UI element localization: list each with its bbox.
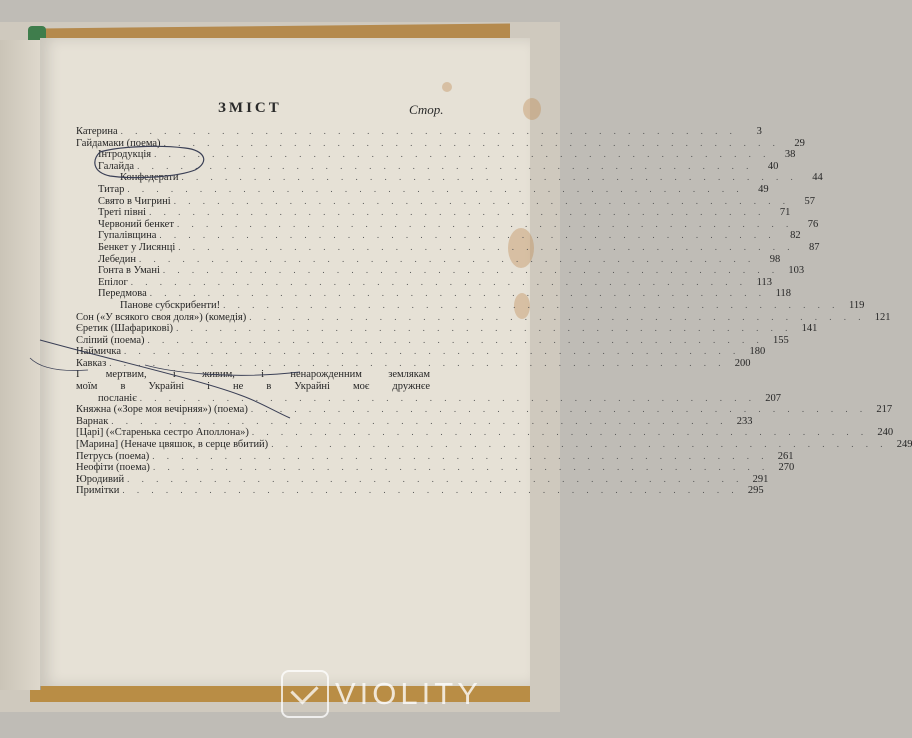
- toc-entry-line: моїм в Украйні і не в Украйні моє дружнєе: [76, 381, 430, 393]
- toc-entry: [76, 276, 772, 289]
- toc-entry-page: 98: [769, 253, 781, 265]
- toc-entry-title: Катерина: [76, 126, 118, 137]
- toc-entry-page: 29: [794, 137, 805, 149]
- toc-entry-page: 291: [752, 473, 769, 485]
- toc-entry: [76, 473, 769, 486]
- toc-entry-title: Наймичка: [76, 346, 122, 358]
- toc-entry-page: 180: [749, 346, 766, 358]
- toc-entry-page: 103: [788, 265, 805, 277]
- toc-entry: [76, 439, 912, 451]
- toc-entry: [76, 323, 818, 335]
- toc-entry: [76, 299, 865, 312]
- toc-leader-dots: . . . . . . . . . . . . . . . . . . . . . . . . . . . . . . . . . . . . . . . . . . .: [250, 404, 868, 415]
- toc-entry: [76, 265, 805, 277]
- toc-entry-title: Передмова: [98, 288, 147, 300]
- toc-leader-dots: . . . . . . . . . . . . . . . . . . . . . . . . . . . . . . . . . . . . . . . . . . .: [223, 299, 840, 310]
- toc-entry-title: Гупалівщина: [98, 230, 157, 242]
- toc-entry-multiline: [76, 369, 781, 404]
- toc-entry-page: 57: [804, 195, 815, 207]
- toc-entry: [76, 149, 796, 161]
- toc-entry: [76, 357, 751, 370]
- toc-entry-page: 155: [773, 334, 789, 346]
- toc-leader-dots: . . . . . . . . . . . . . . . . . . . . . . . . . . . . . . . . . . . . . . . . . . .: [124, 346, 741, 357]
- stain: [442, 82, 452, 92]
- toc-entry-title: [Марина] (Неначе цвяшок, в серце вбитий): [76, 439, 269, 451]
- left-page-edge: [0, 40, 41, 690]
- toc-section-2: [76, 404, 912, 497]
- toc-leader-dots: . . . . . . . . . . . . . . . . . . . . . . . . . . . . . . . . . . . . . . . . . . .: [139, 253, 756, 264]
- toc-entry: [76, 218, 819, 231]
- toc-leader-dots: . . . . . . . . . . . . . . . . . . . . . . . . . . . . . . . . . . . . . . . . . . .: [251, 427, 869, 438]
- toc-entry-title: Примітки: [76, 485, 120, 497]
- toc-entry-page: 261: [777, 450, 794, 462]
- toc-entry-page: 87: [809, 241, 820, 253]
- toc-entry-page: 295: [747, 485, 764, 497]
- toc-leader-dots: . . . . . . . . . . . . . . . . . . . . . . . . . . . . . . . . . . . . . . . . . . .: [137, 160, 754, 171]
- toc-entry-title: Лебедин: [98, 253, 137, 265]
- toc-entry-title: Епілог: [98, 276, 128, 288]
- toc-entry: [76, 311, 891, 324]
- toc-entry-title: Варнак: [76, 415, 109, 427]
- toc-leader-dots: . . . . . . . . . . . . . . . . . . . . . . . . . . . . . . . . . . . . . . . . . . .: [149, 207, 766, 218]
- toc-entry-page: 76: [807, 218, 819, 230]
- toc-entry-title: Неофіти (поема): [76, 462, 150, 474]
- toc-leader-dots: . . . . . . . . . . . . . . . . . . . . . . . . . . . . . . . . . . . . . . . . . . .: [181, 172, 798, 183]
- toc-entry-title: [Царі] («Старенька сестро Аполлона»): [76, 427, 249, 439]
- toc-entry-page: 270: [778, 462, 795, 474]
- toc-leader-dots: . . . . . . . . . . . . . . . . . . . . . . . . . . . . . . . . . . . . . . . . . . .: [163, 137, 780, 148]
- toc-entry-title: Свято в Чигрині: [98, 195, 171, 207]
- toc-entry-title: Сон («У всякого своя доля») (комедія): [76, 311, 247, 323]
- toc-leader-dots: . . . . . . . . . . . . . . . . . . . . . . . . . . . . . . . . . . . . . . . . . . .: [176, 323, 793, 334]
- toc-entry: [76, 207, 791, 219]
- toc-entry-title: посланіє: [98, 392, 137, 404]
- toc-entry: [76, 427, 894, 439]
- toc-entry-title: Княжна («Зоре моя вечірняя») (поема): [76, 404, 248, 416]
- toc-entry: [76, 241, 820, 254]
- toc-leader-dots: . . . . . . . . . . . . . . . . . . . . . . . . . . . . . . . . . . . . . . . . . . .: [159, 230, 776, 241]
- toc-entry-title: Кавказ: [76, 357, 107, 369]
- toc-entry-title: Гонта в Умані: [98, 265, 160, 277]
- toc-entry: [76, 183, 769, 196]
- toc-leader-dots: . . . . . . . . . . . . . . . . . . . . . . . . . . . . . . . . . . . . . . . . . . .: [127, 183, 744, 194]
- toc-entry-page: 38: [784, 149, 796, 161]
- stain: [523, 98, 541, 120]
- toc-entry-page: 113: [756, 276, 772, 288]
- toc-entry-page: 118: [775, 288, 791, 300]
- toc-entry-title: Бенкет у Лисянці: [98, 241, 176, 253]
- toc-entry-page: 121: [874, 311, 891, 323]
- toc-entry: [76, 126, 762, 138]
- toc-entry-page: 249: [896, 439, 912, 451]
- toc-entry: [76, 230, 801, 242]
- toc-entry-page: 217: [876, 404, 893, 416]
- toc-entry-page: 44: [812, 172, 823, 184]
- toc-leader-dots: . . . . . . . . . . . . . . . . . . . . . . . . . . . . . . . . . . . . . . . . . . .: [178, 241, 795, 252]
- table-of-contents: [76, 126, 912, 497]
- toc-entry: [76, 485, 764, 497]
- toc-entry: [76, 253, 781, 266]
- toc-section-1: [76, 126, 891, 369]
- toc-entry: [76, 450, 794, 463]
- toc-entry-page: 207: [765, 392, 781, 404]
- toc-entry-title: Петрусь (поема): [76, 450, 150, 462]
- toc-entry-title: Панове субскрибенти!: [120, 299, 221, 311]
- toc-leader-dots: . . . . . . . . . . . . . . . . . . . . . . . . . . . . . . . . . . . . . . . . . . .: [249, 311, 866, 322]
- toc-leader-dots: . . . . . . . . . . . . . . . . . . . . . . . . . . . . . . . . . . . . . . . . . . .: [152, 450, 769, 461]
- toc-leader-dots: . . . . . . . . . . . . . . . . . . . . . . . . . . . . . . . . . . . . . . . . . . .: [271, 439, 888, 450]
- pages-column-label: Стор.: [409, 102, 444, 117]
- toc-entry: [76, 288, 791, 300]
- toc-leader-dots: . . . . . . . . . . . . . . . . . . . . . . . . . . . . . . . . . . . . . . . . . . .: [162, 265, 780, 276]
- toc-entry: [76, 334, 789, 347]
- toc-leader-dots: . . . . . . . . . . . . . . . . . . . . . . . . . . . . . . . . . . . . . . . . . . .: [139, 392, 756, 403]
- toc-leader-dots: . . . . . . . . . . . . . . . . . . . . . . . . . . . . . . . . . . . . . . . . . . .: [130, 276, 747, 287]
- toc-leader-dots: . . . . . . . . . . . . . . . . . . . . . . . . . . . . . . . . . . . . . . . . . . .: [122, 485, 739, 496]
- toc-leader-dots: . . . . . . . . . . . . . . . . . . . . . . . . . . . . . . . . . . . . . . . . . . .: [120, 126, 737, 136]
- watermark-text: VIOLITY: [335, 676, 482, 711]
- toc-entry-title: Інтродукція: [98, 149, 152, 161]
- toc-entry: [76, 462, 795, 474]
- toc-entry-title: Юродивий: [76, 473, 125, 485]
- toc-entry-title: Червоний бенкет: [98, 218, 174, 230]
- toc-entry-page: 82: [790, 230, 801, 242]
- watermark-logo-icon: [281, 670, 329, 718]
- toc-entry: [76, 415, 753, 428]
- toc-entry: [76, 195, 815, 208]
- toc-entry-page: 141: [801, 323, 818, 335]
- toc-entry-page: 71: [779, 207, 791, 219]
- toc-entry-title: Гайдамаки (поема): [76, 137, 161, 149]
- toc-leader-dots: . . . . . . . . . . . . . . . . . . . . . . . . . . . . . . . . . . . . . . . . . . .: [173, 195, 790, 206]
- toc-entry-page: 49: [758, 183, 769, 195]
- toc-entry: [76, 160, 779, 173]
- toc-entry-title: Галайда: [98, 160, 135, 172]
- toc-leader-dots: . . . . . . . . . . . . . . . . . . . . . . . . . . . . . . . . . . . . . . . . . . .: [152, 462, 770, 473]
- toc-leader-dots: . . . . . . . . . . . . . . . . . . . . . . . . . . . . . . . . . . . . . . . . . . .: [109, 357, 726, 368]
- toc-entry: [76, 137, 805, 150]
- toc-entry: [76, 346, 766, 358]
- toc-entry: [76, 172, 823, 184]
- toc-entry-title: Конфедерати: [120, 172, 179, 184]
- toc-leader-dots: . . . . . . . . . . . . . . . . . . . . . . . . . . . . . . . . . . . . . . . . . . .: [154, 149, 771, 160]
- toc-leader-dots: . . . . . . . . . . . . . . . . . . . . . . . . . . . . . . . . . . . . . . . . . . .: [111, 415, 728, 426]
- toc-leader-dots: . . . . . . . . . . . . . . . . . . . . . . . . . . . . . . . . . . . . . . . . . . .: [176, 218, 794, 229]
- toc-leader-dots: . . . . . . . . . . . . . . . . . . . . . . . . . . . . . . . . . . . . . . . . . . .: [127, 473, 744, 484]
- toc-leader-dots: . . . . . . . . . . . . . . . . . . . . . . . . . . . . . . . . . . . . . . . . . . .: [149, 288, 766, 299]
- page-title: ЗМІСТ: [218, 100, 282, 116]
- toc-entry-page: 240: [877, 427, 894, 439]
- toc-entry-title: Єретик (Шафарикові): [76, 323, 174, 335]
- toc-entry-title: Треті півні: [98, 207, 147, 219]
- toc-entry-page: 3: [756, 126, 762, 137]
- toc-entry-title: Сліпий (поема): [76, 334, 145, 346]
- toc-entry-title: Титар: [98, 183, 125, 195]
- toc-entry-page: 40: [767, 160, 779, 172]
- toc-entry-line: І мертвим, і живим, і ненарожденним землякам: [76, 369, 430, 381]
- toc-leader-dots: . . . . . . . . . . . . . . . . . . . . . . . . . . . . . . . . . . . . . . . . . . .: [147, 334, 764, 345]
- toc-entry-page: 119: [848, 299, 865, 311]
- toc-entry-page: 233: [736, 415, 753, 427]
- toc-entry: [76, 404, 893, 416]
- toc-entry-page: 200: [734, 357, 751, 369]
